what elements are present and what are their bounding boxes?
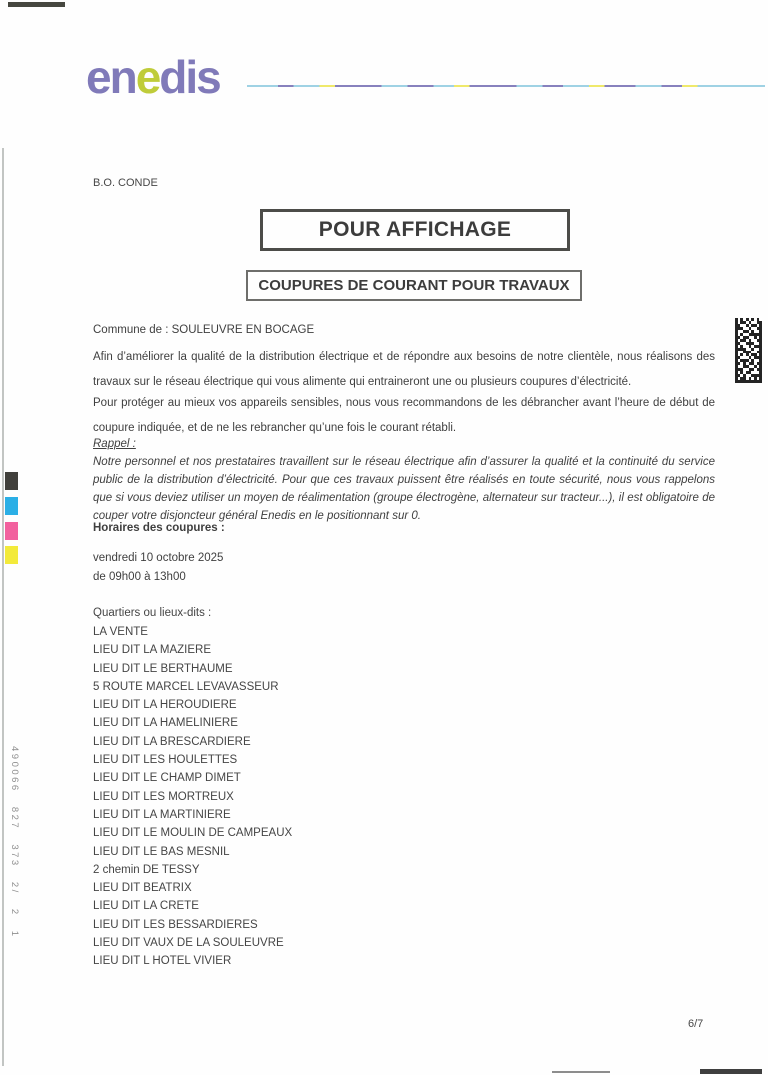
list-item: LIEU DIT VAUX DE LA SOULEUVRE: [93, 937, 284, 950]
notice-title-box: [246, 270, 582, 301]
print-reference-code: 490066 827 373 2/ 2 1: [9, 746, 20, 939]
registration-mark-yellow: [5, 546, 18, 564]
display-banner-title: POUR AFFICHAGE: [318, 218, 512, 241]
sender-office: B.O. CONDE: [93, 177, 158, 189]
intro-paragraph: Afin d’améliorer la qualité de la distribution électrique et de répondre aux besoins de notre clientèle, nous réalisons des travaux sur le réseau électrique qui vous alimente qui entraineront une ou plusieurs coupures d’électricité.: [93, 351, 715, 388]
rappel-label: Rappel :: [93, 438, 136, 450]
list-item: LIEU DIT LES MORTREUX: [93, 790, 234, 803]
list-item: LIEU DIT LE BERTHAUME: [93, 662, 233, 675]
logo-accent-letter: e: [135, 51, 160, 103]
list-item: LIEU DIT LA HAMELINIERE: [93, 717, 238, 730]
list-item: LIEU DIT L HOTEL VIVIER: [93, 955, 232, 968]
scan-edge-line: [2, 148, 4, 1066]
list-item: 2 chemin DE TESSY: [93, 863, 200, 876]
page-number: 6/7: [688, 1018, 704, 1030]
logo-segment: en: [86, 51, 136, 103]
display-banner: [260, 209, 570, 251]
list-item: LIEU DIT LE BAS MESNIL: [93, 845, 230, 858]
list-item: LIEU DIT LE CHAMP DIMET: [93, 772, 241, 785]
list-item: LIEU DIT LA BRESCARDIERE: [93, 735, 251, 748]
registration-mark-black: [5, 472, 18, 490]
list-item: LIEU DIT BEATRIX: [93, 882, 192, 895]
list-item: LIEU DIT LA MAZIERE: [93, 644, 212, 657]
datamatrix-barcode: [735, 318, 762, 383]
schedule-time: de 09h00 à 13h00: [93, 571, 186, 583]
advice-paragraph: Pour protéger au mieux vos appareils sensibles, nous vous recommandons de les débrancher avant l’heure de début de coupure indiquée, et de ne les rebrancher qu’une fois le courant rétabli.: [93, 397, 715, 434]
list-item: LA VENTE: [93, 626, 148, 638]
list-item: LIEU DIT LA MARTINIERE: [93, 808, 231, 821]
scan-artifact-bottom: [552, 1071, 610, 1073]
commune-line: Commune de : SOULEUVRE EN BOCAGE: [93, 324, 315, 336]
list-item: LIEU DIT LES HOULETTES: [93, 754, 238, 767]
list-item: LIEU DIT LE MOULIN DE CAMPEAUX: [93, 827, 293, 840]
scan-artifact-bottom-corner: [700, 1069, 762, 1074]
list-item: LIEU DIT LES BESSARDIERES: [93, 918, 258, 931]
header-rule: [247, 85, 765, 87]
notice-title: COUPURES DE COURANT POUR TRAVAUX: [258, 277, 570, 294]
barcode-cell: [759, 380, 762, 383]
list-item: LIEU DIT LA CRETE: [93, 900, 199, 913]
schedule-heading: Horaires des coupures :: [93, 522, 225, 534]
list-item: LIEU DIT LA HEROUDIERE: [93, 699, 237, 712]
logo-segment: dis: [159, 51, 220, 103]
list-item: 5 ROUTE MARCEL LEVAVASSEUR: [93, 680, 279, 693]
scan-artifact-top: [8, 2, 65, 7]
registration-mark-cyan: [5, 497, 18, 515]
registration-mark-magenta: [5, 522, 18, 540]
enedis-logo: [86, 50, 220, 104]
rappel-text: Notre personnel et nos prestataires travaillent sur le réseau électrique afin d’assurer la qualité et la continuité du service public de la distribution d’électricité. Pour que ces travaux puissent être réalisés en toute sécurité, nous vous rappelons que si vous deviez utiliser un moyen de réalimentation (groupe électrogène, alternateur sur tracteur...), il est obligatoire de couper votre disjoncteur général Enedis en le positionnant sur 0.: [93, 456, 715, 522]
districts-heading: Quartiers ou lieux-dits :: [93, 607, 212, 619]
schedule-date: vendredi 10 octobre 2025: [93, 552, 224, 564]
districts-list: [93, 623, 715, 971]
